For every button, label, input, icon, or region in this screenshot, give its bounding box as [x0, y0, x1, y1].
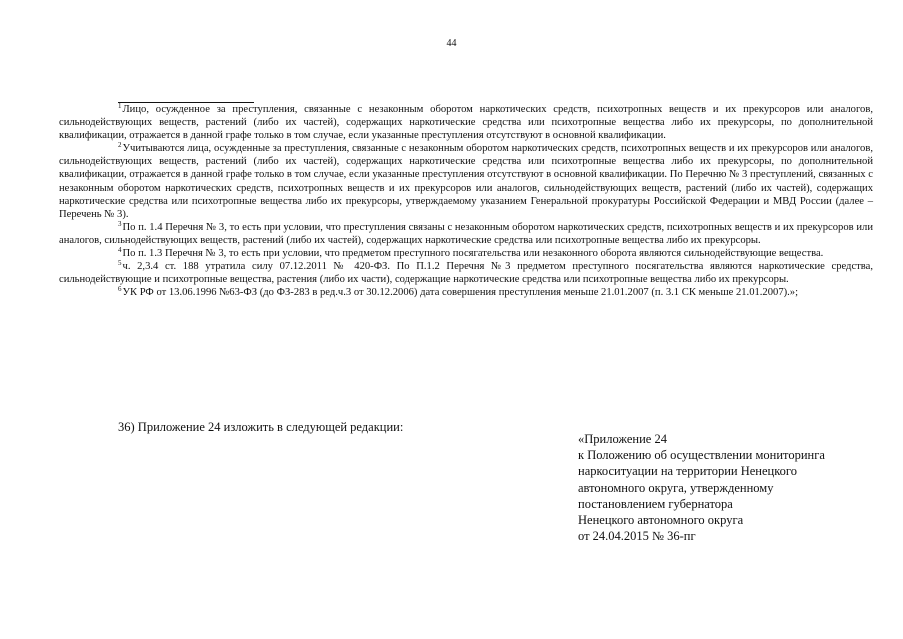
footnote-3: [59, 221, 873, 247]
footnote-5: [59, 260, 873, 286]
footnote-text: ч. 2,3.4 ст. 188 утратила силу 07.12.2011 № 420-ФЗ. По П.1.2 Перечня №3 предметом преступного посягательства являются наркотические средства, сильнодействующие и психотропные вещества, растения (либо их части), содержащие наркотические средства или психотропные вещества либо их прекурсоры.: [59, 261, 873, 286]
footnote-1: [59, 103, 873, 142]
footnote-text: Учитываются лица, осужденные за преступления, связанные с незаконным оборотом наркотических средств, психотропных веществ и их прекурсоров или аналогов, сильнодействующих веществ, растений (либо их частей), содержащих наркотические средства или психотропные вещества либо их прекурсоры, по дополнительной квалификации, отражается в данной графе только в том случае, если указанные преступления отсутствуют в основной квалификации. По Перечню № 3 преступлений, связанных с незаконным оборотом наркотических средств, психотропных веществ и их прекурсоров или аналогов, сильнодействующих веществ, растений (либо их частей), содержащих наркотические средства или психотропные вещества либо их прекурсоры, утверждаемому указанием Генеральной прокуратуры Российской Федерации и МВД России (далее – Перечень № 3).: [59, 143, 873, 220]
footnote-mark: 4: [118, 246, 122, 255]
footnote-mark: 2: [118, 141, 122, 150]
footnote-mark: 5: [118, 259, 122, 268]
footnote-mark: 3: [118, 219, 122, 228]
footnote-4: [59, 247, 873, 260]
footnote-2: [59, 142, 873, 221]
appendix-line: постановлением губернатора: [578, 496, 733, 511]
footnote-text: УК РФ от 13.06.1996 №63-ФЗ (до ФЗ-283 в ред.ч.3 от 30.12.2006) дата совершения преступления меньше 21.01.2007 (п. 3.1 СК меньше 21.01.2007).»;: [122, 287, 799, 299]
footnotes: [59, 103, 873, 299]
footnote-text: По п. 1.4 Перечня № 3, то есть при условии, что преступления связаны с незаконным оборотом наркотических средств, психотропных веществ и их прекурсоров или аналогов, сильнодействующих веществ, растений (либо их частей), содержащих наркотические средства или психотропные вещества либо их прекурсоры.: [59, 221, 873, 246]
appendix-line: автономного округа, утвержденному: [578, 480, 774, 495]
appendix-line: к Положению об осуществлении мониторинга: [578, 448, 825, 463]
appendix-line: от 24.04.2015 № 36-пг: [578, 529, 696, 544]
appendix-line: «Приложение 24: [578, 432, 667, 446]
appendix-line: наркоситуации на территории Ненецкого: [578, 464, 797, 479]
amendment-instruction: 36) Приложение 24 изложить в следующей редакции:: [118, 420, 404, 434]
footnote-mark: 6: [118, 285, 122, 294]
footnote-mark: 1: [118, 102, 122, 110]
footnote-text: Лицо, осужденное за преступления, связанные с незаконным оборотом наркотических средств, психотропных веществ и их прекурсоров или аналогов, сильнодействующих веществ, растений (либо их частей), содержащих наркотические средства или психотропные вещества либо их прекурсоры, по дополнительной квалификации, отражается в данной графе только в том случае, если указанные преступления отсутствуют в основной квалификации.: [59, 104, 873, 142]
footnote-text: По п. 1.3 Перечня № 3, то есть при условии, что предметом преступного посягательства или незаконного оборота являются сильнодействующие вещества.: [122, 248, 824, 260]
appendix-line: Ненецкого автономного округа: [578, 513, 744, 528]
appendix-heading: [578, 431, 825, 544]
footnote-6: [59, 286, 873, 299]
page-number: 44: [446, 38, 457, 49]
